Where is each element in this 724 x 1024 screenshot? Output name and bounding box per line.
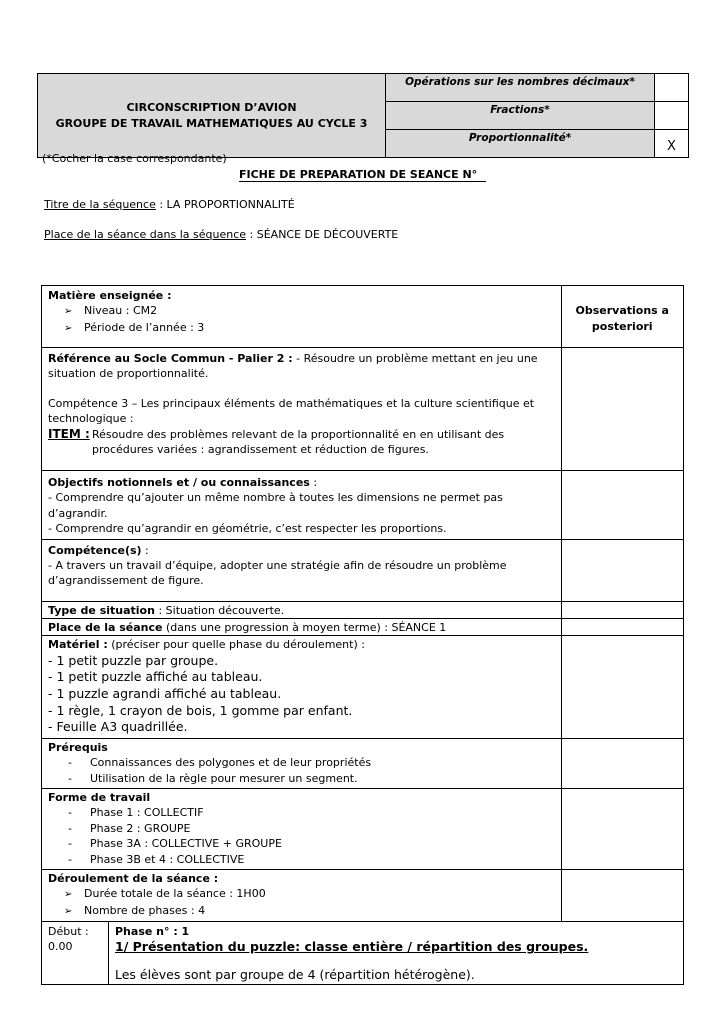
phase-title: 1/ Présentation du puzzle: classe entière / répartition des groupes. <box>115 939 589 955</box>
competences-label: Compétence(s) <box>48 543 142 557</box>
objectif-1: - Comprendre qu’ajouter un même nombre à toutes les dimensions ne permet pas d’agrandir. <box>48 491 503 520</box>
prerequis-cell <box>42 738 562 788</box>
obs-cell-forme <box>561 789 683 870</box>
phase-label: Phase n° : 1 <box>115 925 190 939</box>
socle-text: - Résoudre un problème mettant en jeu une situation de proportionnalité. <box>48 352 538 381</box>
forme-item-3: - Phase 3A : COLLECTIVE + GROUPE <box>70 836 555 851</box>
observations-header <box>561 286 683 348</box>
objectif-2: - Comprendre qu’agrandir en géométrie, c’est respecter les proportions. <box>48 522 447 536</box>
prerequis-item-2: - Utilisation de la règle pour mesurer un segment. <box>70 771 555 786</box>
forme-item-1: - Phase 1 : COLLECTIF <box>70 805 555 820</box>
header-title-cell <box>38 74 386 158</box>
competence3: Compétence 3 – Les principaux éléments de mathématiques et la culture scientifique et technologique : <box>48 396 535 426</box>
checkbox-proportionnalite[interactable]: X <box>655 130 689 158</box>
sequence-title-line <box>44 198 295 211</box>
obs-cell-prerequis <box>561 738 683 788</box>
obs-cell-materiel <box>561 636 683 738</box>
periode-item: ➢ Période de l’année : 3 <box>68 320 555 336</box>
materiel-label: Matériel : <box>48 638 108 652</box>
phase-cell <box>109 922 684 984</box>
deroulement-label: Déroulement de la séance : <box>48 872 219 886</box>
sequence-place-label: Place de la séance dans la séquence <box>44 228 247 241</box>
item-text: Résoudre des problèmes relevant de la proportionnalité en en utilisant des procédures variées : agrandissement et réduction de figures. <box>92 427 505 457</box>
deroulement-cell <box>42 870 562 922</box>
sequence-title-label: Titre de la séquence <box>44 198 156 211</box>
debut-value: 0.00 <box>48 940 73 954</box>
cocher-note: (*Cocher la case correspondante) <box>42 152 227 165</box>
materiel-item-1: - 1 petit puzzle par groupe. <box>48 652 219 668</box>
materiel-item-3: - 1 puzzle agrandi affiché au tableau. <box>48 686 282 702</box>
seance-table <box>41 285 684 985</box>
debut-cell <box>42 922 109 984</box>
obs-cell-socle <box>561 348 683 471</box>
item-label: ITEM : <box>48 426 90 441</box>
sequence-title-value: : LA PROPORTIONNALITÉ <box>155 198 295 211</box>
materiel-cell <box>42 636 562 738</box>
checkbox-fractions[interactable] <box>655 102 689 130</box>
debut-label: Début : <box>48 925 89 939</box>
matiere-cell <box>42 286 562 348</box>
competences-cell <box>42 539 562 601</box>
materiel-item-4: - 1 règle, 1 crayon de bois, 1 gomme par enfant. <box>48 702 353 718</box>
deroulement-item-2: ➢ Nombre de phases : 4 <box>68 903 555 919</box>
observations-label: Observations a posteriori <box>575 303 669 333</box>
matiere-label: Matière enseignée : <box>48 289 172 302</box>
checkbox-decimaux[interactable] <box>655 74 689 102</box>
objectifs-cell <box>42 471 562 540</box>
prerequis-item-1: - Connaissances des polygones et de leur propriétés <box>70 755 555 770</box>
materiel-note: (préciser pour quelle phase du déroulement) : <box>107 638 365 652</box>
socle-cell <box>42 348 562 471</box>
forme-cell <box>42 789 562 870</box>
deroulement-item-1: ➢ Durée totale de la séance : 1H00 <box>68 886 555 902</box>
objectifs-label: Objectifs notionnels et / ou connaissances <box>48 476 310 489</box>
header-table <box>37 73 689 158</box>
objectifs-colon: : <box>309 476 318 489</box>
prerequis-label: Prérequis <box>48 740 108 754</box>
socle-label: Référence au Socle Commun - Palier 2 : <box>48 352 293 365</box>
type-value: : Situation découverte. <box>154 603 285 617</box>
competences-colon: : <box>141 543 149 557</box>
competences-text: - A travers un travail d’équipe, adopter une stratégie afin de résoudre un problème d’agrandissement de figure. <box>48 559 507 588</box>
place-label: Place de la séance <box>48 621 163 635</box>
type-cell <box>42 601 562 618</box>
forme-item-4: - Phase 3B et 4 : COLLECTIVE <box>70 852 555 867</box>
obs-cell-competences <box>561 539 683 601</box>
option-fractions: Fractions* <box>386 102 655 130</box>
niveau-item: ➢ Niveau : CM2 <box>68 303 555 319</box>
materiel-item-2: - 1 petit puzzle affiché au tableau. <box>48 669 263 685</box>
place-cell <box>42 619 562 636</box>
header-line1: CIRCONSCRIPTION D’AVION <box>126 100 297 114</box>
forme-item-2: - Phase 2 : GROUPE <box>70 821 555 836</box>
materiel-item-5: - Feuille A3 quadrillée. <box>48 719 188 735</box>
obs-cell-place <box>561 619 683 636</box>
sequence-place-line <box>44 228 398 241</box>
fiche-title: FICHE DE PREPARATION DE SEANCE N° <box>239 168 486 182</box>
phase-table <box>42 922 683 984</box>
sequence-place-value: : SÉANCE DE DÉCOUVERTE <box>246 228 399 241</box>
option-proportionnalite: Proportionnalité* <box>386 130 655 158</box>
phase-text: Les élèves sont par groupe de 4 (répartition hétérogène). <box>115 967 475 983</box>
phase-row <box>42 922 684 985</box>
forme-label: Forme de travail <box>48 791 151 805</box>
type-label: Type de situation <box>48 603 155 617</box>
header-line2: GROUPE DE TRAVAIL MATHEMATIQUES AU CYCLE 3 <box>55 116 368 130</box>
obs-cell-type <box>561 601 683 618</box>
obs-cell-objectifs <box>561 471 683 540</box>
place-value: (dans une progression à moyen terme) : SÉANCE 1 <box>162 621 447 635</box>
obs-cell-deroulement <box>561 870 683 922</box>
option-decimaux: Opérations sur les nombres décimaux* <box>386 74 655 102</box>
